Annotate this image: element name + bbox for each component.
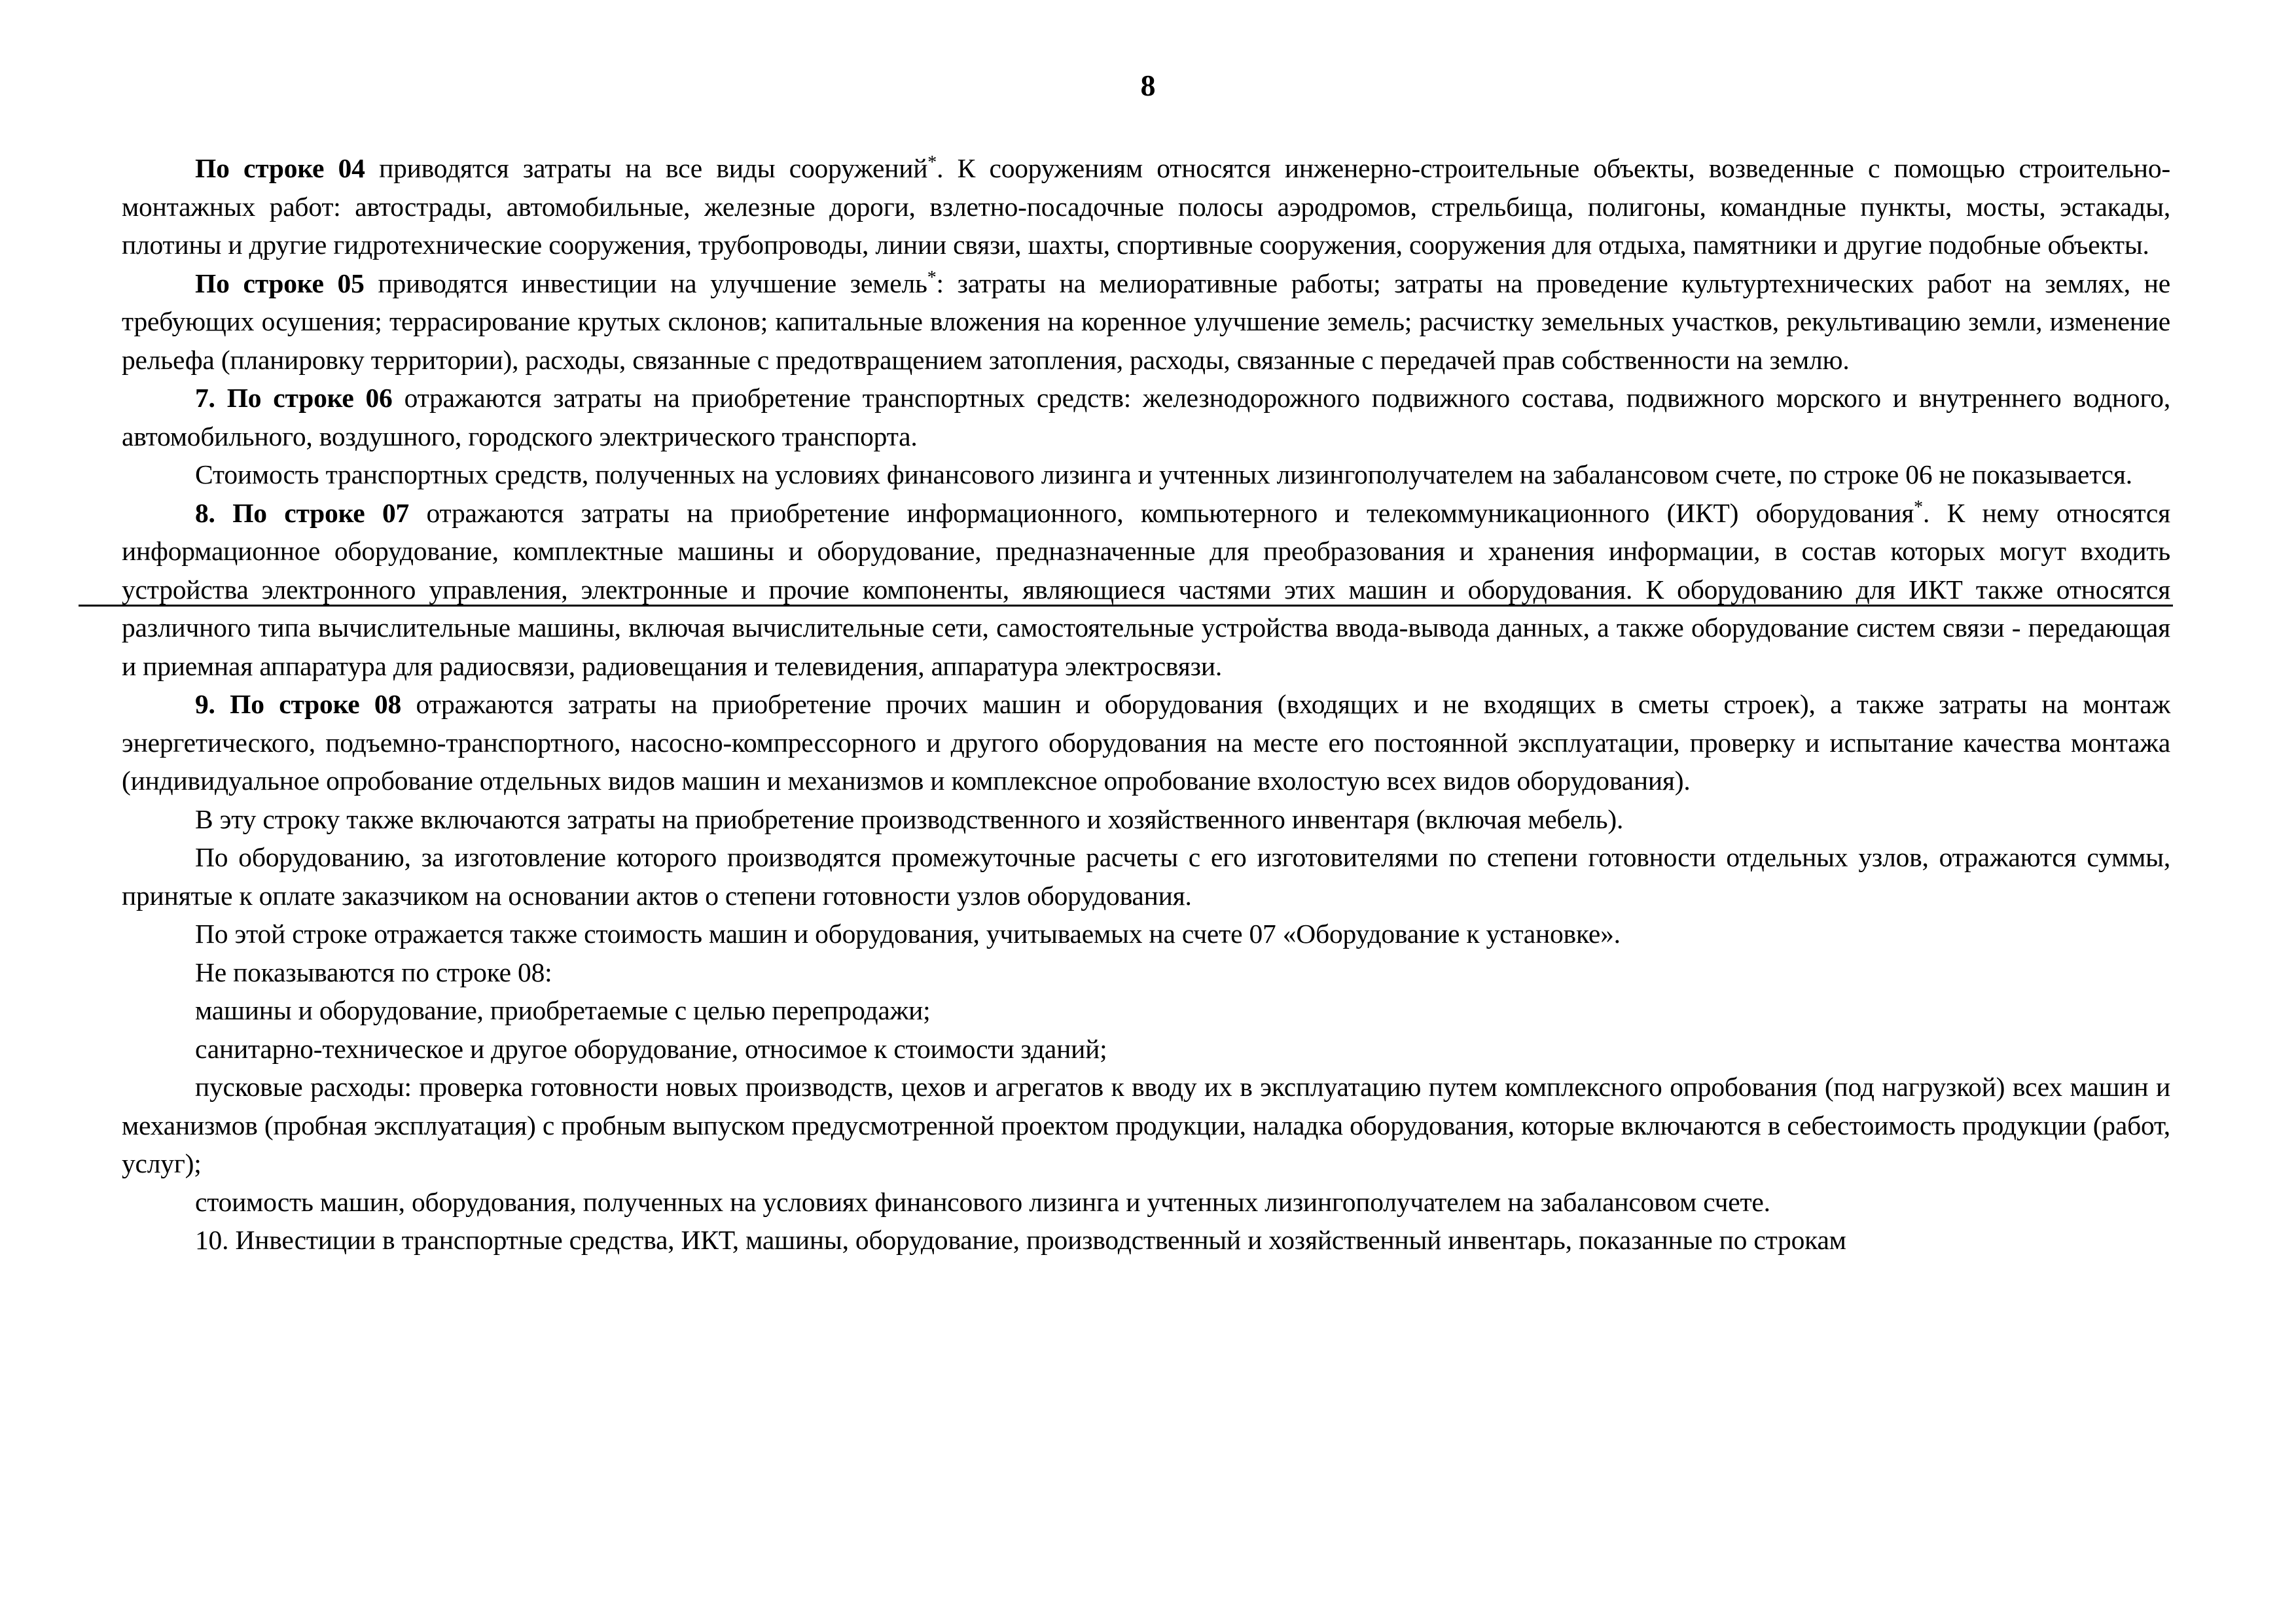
paragraph-interim-settlements [122, 838, 2170, 915]
paragraph-text: санитарно-техническое и другое оборудование, относимое к стоимости зданий; [195, 1033, 1107, 1064]
paragraph-exclusion-resale [122, 991, 2170, 1030]
paragraph-number: 9. [195, 689, 230, 719]
paragraph-item-10 [122, 1221, 2170, 1260]
page-number: 8 [1140, 69, 1156, 102]
paragraph-account-07 [122, 915, 2170, 953]
paragraph-number: 8. [195, 497, 233, 528]
paragraph-text: приводятся затраты на все виды сооружений [365, 153, 928, 183]
paragraph-leasing-vehicles [122, 455, 2170, 494]
paragraph-text: Стоимость транспортных средств, полученных на условиях финансового лизинга и учтенных лизингополучателем на забалансовом счете, по строке 06 не показывается. [195, 459, 2132, 489]
paragraph-not-shown-heading [122, 953, 2170, 992]
paragraph-line-05 [122, 264, 2170, 380]
paragraph-number: 7. [195, 383, 227, 413]
paragraph-lead: По строке 04 [195, 153, 365, 183]
paragraph-inventory [122, 800, 2170, 839]
paragraph-text: отражаются затраты на приобретение информационного, компьютерного и телекоммуникационного (ИКТ) оборудования [409, 497, 1914, 528]
paragraph-text: стоимость машин, оборудования, полученных на условиях финансового лизинга и учтенных лизингополучателем на забалансовом счете. [195, 1186, 1770, 1217]
document-body [122, 149, 2170, 1260]
paragraph-text: . К нему относятся информационное оборудование, комплектные машины и оборудование, предназначенные для преобразования и хранения информации, в состав которых могут входить устройства электронного управления, электронные и прочие компоненты, являющиеся частями этих машин и оборудования. К оборудованию для ИКТ также относятся различного типа вычислительные машины, включая вычислительные сети, самостоятельные устройства ввода-вывода данных, а также оборудование систем связи - передающая и приемная аппаратура для радиосвязи, радиовещания и телевидения, аппаратура электросвязи. [122, 497, 2171, 681]
paragraph-text: . К сооружениям относятся инженерно-строительные объекты, возведенные с помощью строительно-монтажных работ: автострады, автомобильные, железные дороги, взлетно-посадочные полосы аэродромов, стрельбища, полигоны, командные пункты, мосты, эстакады, плотины и другие гидротехнические сооружения, трубопроводы, линии связи, шахты, спортивные сооружения, сооружения для отдыха, памятники и другие подобные объекты. [122, 153, 2170, 260]
paragraph-line-04 [122, 149, 2170, 264]
paragraph-text: По этой строке отражается также стоимость машин и оборудования, учитываемых на счете 07 «Оборудование к установке». [195, 919, 1621, 949]
paragraph-text: отражаются затраты на приобретение транспортных средств: железнодорожного подвижного состава, подвижного морского и внутреннего водного, автомобильного, воздушного, городского электрического транспорта. [122, 383, 2170, 451]
paragraph-item-7 [122, 379, 2170, 455]
paragraph-text: Не показываются по строке 08: [195, 957, 552, 987]
footnote-marker: * [927, 152, 937, 173]
paragraph-text: В эту строку также включаются затраты на приобретение производственного и хозяйственного инвентаря (включая мебель). [195, 803, 1624, 834]
footnote-marker: * [1914, 497, 1923, 518]
paragraph-exclusion-startup [122, 1068, 2170, 1183]
paragraph-lead: По строке 06 [226, 383, 393, 413]
paragraph-text: пусковые расходы: проверка готовности новых производств, цехов и агрегатов к вводу их в эксплуатацию путем комплексного опробования (под нагрузкой) всех машин и механизмов (пробная эксплуатация) с пробным выпуском предусмотренной проектом продукции, наладка оборудования, которые включаются в себестоимость продукции (работ, услуг); [122, 1072, 2170, 1178]
paragraph-item-8 [122, 494, 2170, 686]
paragraph-text: По оборудованию, за изготовление которого производятся промежуточные расчеты с его изготовителями по степени готовности отдельных узлов, отражаются суммы, принятые к оплате заказчиком на основании актов о степени готовности узлов оборудования. [122, 842, 2170, 911]
paragraph-lead: По строке 08 [230, 689, 402, 719]
paragraph-lead: По строке 07 [232, 497, 410, 528]
footnote-marker: * [927, 267, 937, 288]
paragraph-item-9 [122, 685, 2170, 800]
paragraph-text: отражаются затраты на приобретение прочих машин и оборудования (входящих и не входящих в сметы строек), а также затраты на монтаж энергетического, подъемно-транспортного, насосно-компрессорного и другого оборудования на месте его постоянной эксплуатации, проверку и испытание качества монтажа (индивидуальное опробование отдельных видов машин и механизмов и комплексное опробование вхолостую всех видов оборудования). [122, 689, 2170, 796]
paragraph-exclusion-sanitary [122, 1030, 2170, 1068]
paragraph-text: приводятся инвестиции на улучшение земель [364, 268, 927, 298]
paragraph-lead: По строке 05 [195, 268, 365, 298]
paragraph-text: 10. Инвестиции в транспортные средства, ИКТ, машины, оборудование, производственный и хозяйственный инвентарь, показанные по строкам [195, 1225, 1846, 1255]
paragraph-text: : затраты на мелиоративные работы; затраты на проведение культуртехнических работ на землях, не требующих осушения; террасирование крутых склонов; капитальные вложения на коренное улучшение земель; расчистку земельных участков, рекультивацию земли, изменение рельефа (планировку территории), расходы, связанные с предотвращением затопления, расходы, связанные с передачей прав собственности на землю. [122, 268, 2170, 375]
paragraph-exclusion-leasing [122, 1183, 2170, 1222]
paragraph-text: машины и оборудование, приобретаемые с целью перепродажи; [195, 995, 931, 1025]
